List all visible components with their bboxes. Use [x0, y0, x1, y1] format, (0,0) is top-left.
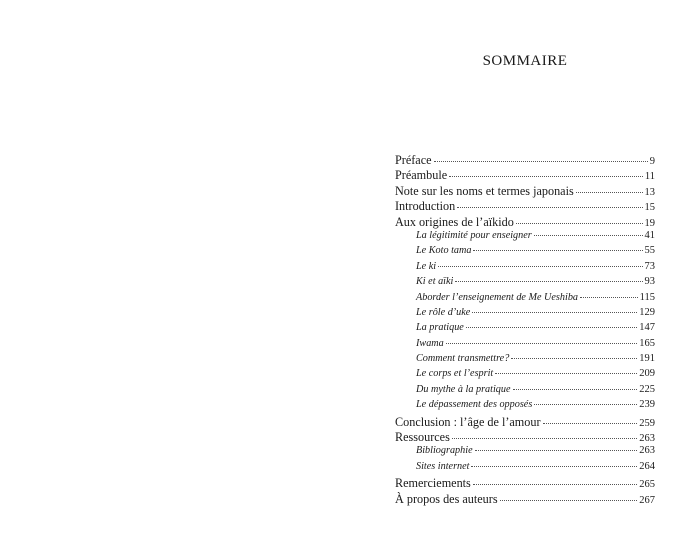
toc-page-number: 264 [639, 460, 655, 472]
toc-subentry [395, 353, 655, 368]
toc-entry-label: Comment transmettre? [416, 353, 510, 365]
toc-dot-leader [466, 327, 637, 328]
toc-subentry [395, 338, 655, 353]
toc-subentry [395, 368, 655, 383]
toc-entry-label: Introduction [395, 199, 456, 214]
toc-dot-leader [446, 343, 638, 344]
toc-entry [395, 215, 655, 230]
toc-page-number: 267 [639, 494, 655, 506]
toc-page-number: 263 [639, 433, 655, 445]
toc-dot-leader [452, 438, 637, 439]
toc-entry-label: Le ki [416, 260, 437, 272]
toc-entry-label: Du mythe à la pratique [416, 383, 511, 395]
toc-entry [395, 476, 655, 491]
toc-entry-label: Ki et aïki [416, 276, 454, 288]
toc-entry-label: Ressources [395, 430, 450, 445]
toc-entry-label: Préambule [395, 168, 448, 183]
toc-subentry [395, 461, 655, 476]
toc-page-number: 93 [644, 276, 655, 288]
toc-page-number: 73 [644, 260, 655, 272]
toc-entry-label: Le Koto tama [416, 245, 472, 257]
toc-entry-label: La légitimité pour enseigner [416, 229, 532, 241]
toc-page-number: 11 [644, 171, 655, 183]
toc-entry-label: Bibliographie [416, 445, 473, 457]
toc-page-number: 263 [639, 445, 655, 457]
toc-subentry [395, 292, 655, 307]
toc-subentry [395, 445, 655, 460]
toc-subentry [395, 399, 655, 414]
toc-page-number: 9 [649, 156, 655, 167]
toc-dot-leader [449, 176, 643, 177]
toc-entry [395, 492, 655, 507]
toc-dot-leader [534, 235, 643, 236]
toc-entry-label: Conclusion : l’âge de l’amour [395, 414, 541, 429]
toc-page-number: 15 [644, 202, 655, 214]
toc-entry-label: Remerciements [395, 476, 471, 491]
toc-subentry [395, 276, 655, 291]
toc-dot-leader [513, 389, 638, 390]
toc-entry [395, 199, 655, 214]
toc-dot-leader [500, 500, 638, 501]
toc-dot-leader [473, 250, 642, 251]
toc-entry-label: Iwama [416, 337, 444, 349]
toc-entry [395, 153, 655, 168]
toc-entry-label: Le rôle d’uke [416, 306, 471, 318]
toc-dot-leader [472, 312, 637, 313]
toc-page-number: 19 [644, 217, 655, 229]
toc-dot-leader [511, 358, 637, 359]
page-title: SOMMAIRE [482, 53, 568, 69]
toc-subentry [395, 245, 655, 260]
toc-entry [395, 184, 655, 199]
toc-entry-label: La pratique [416, 322, 464, 334]
toc-subentry [395, 384, 655, 399]
toc-page-number: 265 [639, 479, 655, 491]
toc-entry [395, 430, 655, 445]
toc-entry-label: Aux origines de l’aïkido [395, 214, 514, 229]
toc-dot-leader [543, 423, 638, 424]
toc-page-number: 115 [639, 291, 655, 303]
toc-page-number: 165 [639, 337, 655, 349]
toc-page-number: 225 [639, 383, 655, 395]
toc-dot-leader [455, 281, 642, 282]
toc-entry-label: Aborder l’enseignement de Me Ueshiba [416, 291, 579, 303]
toc-dot-leader [580, 297, 638, 298]
table-of-contents [395, 153, 655, 507]
toc-dot-leader [475, 450, 638, 451]
toc-dot-leader [434, 161, 648, 162]
toc-entry-label: Le corps et l’esprit [416, 368, 494, 380]
toc-dot-leader [471, 466, 637, 467]
toc-dot-leader [576, 192, 643, 193]
toc-page-number: 191 [639, 353, 655, 365]
toc-page-number: 41 [644, 229, 655, 241]
toc-entry-label: Le dépassement des opposés [416, 399, 533, 411]
toc-entry-label: Sites internet [416, 460, 470, 472]
toc-page-number: 13 [644, 186, 655, 198]
toc-page-number: 55 [644, 245, 655, 257]
toc-page-number: 147 [639, 322, 655, 334]
toc-dot-leader [495, 373, 637, 374]
toc-subentry [395, 230, 655, 245]
toc-dot-leader [473, 484, 637, 485]
toc-page-number: 129 [639, 306, 655, 318]
toc-entry-label: Préface [395, 153, 432, 167]
toc-dot-leader [516, 223, 643, 224]
toc-subentry [395, 261, 655, 276]
toc-entry-label: Note sur les noms et termes japonais [395, 183, 574, 198]
toc-dot-leader [457, 207, 642, 208]
toc-subentry [395, 307, 655, 322]
toc-entry [395, 415, 655, 430]
toc-page-number: 239 [639, 399, 655, 411]
toc-subentry [395, 322, 655, 337]
toc-dot-leader [534, 404, 637, 405]
toc-page-number: 259 [639, 417, 655, 429]
toc-dot-leader [438, 266, 642, 267]
toc-entry-label: À propos des auteurs [395, 491, 498, 506]
toc-entry [395, 168, 655, 183]
toc-page-number: 209 [639, 368, 655, 380]
